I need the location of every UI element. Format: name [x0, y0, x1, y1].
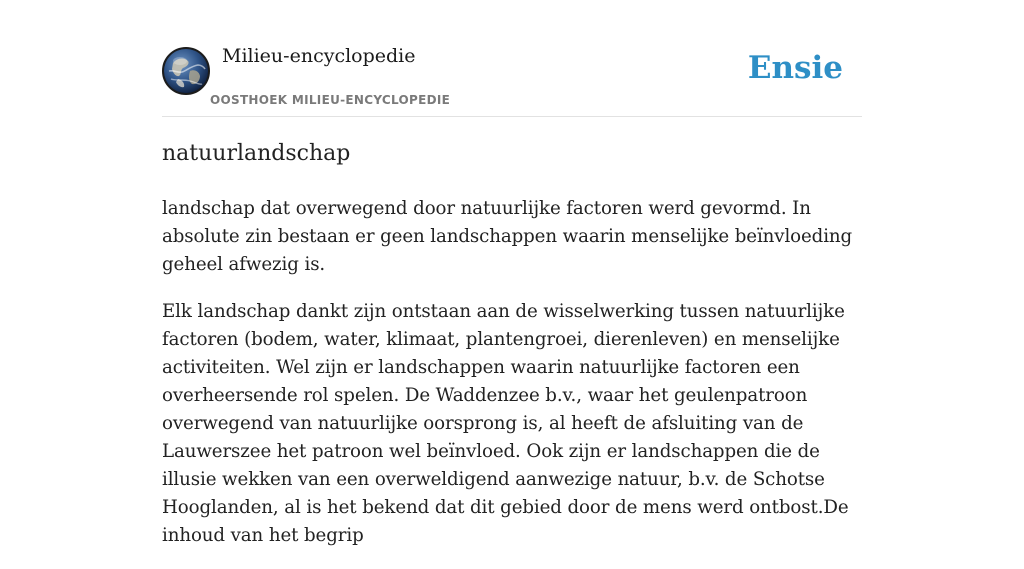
- article: [162, 138, 864, 569]
- article-paragraph: Elk landschap dankt zijn ontstaan aan de wisselwerking tussen natuurlijke factoren (bodem, water, klimaat, plantengroei, dierenleven) en menselijke activiteiten. Wel zijn er landschappen waarin natuurlijke factoren een overheersende rol spelen. De Waddenzee b.v., waar het geulenpatroon overwegend van natuurlijke oorsprong is, al heeft de afsluiting van de Lauwerszee het patroon wel beïnvloed. Ook zijn er landschappen die de illusie wekken van een overweldigend aanwezige natuur, b.v. de Schotse Hooglanden, al is het bekend dat dit gebied door de mens werd ontbost.De inhoud van het begrip: [162, 301, 849, 546]
- site-name[interactable]: Milieu-encyclopedie: [222, 45, 416, 67]
- article-paragraph: landschap dat overwegend door natuurlijke factoren werd gevormd. In absolute zin bestaan er geen landschappen waarin menselijke beïnvloeding geheel afwezig is.: [162, 198, 853, 275]
- brand-logo[interactable]: Ensie: [747, 50, 843, 86]
- globe-earth-icon[interactable]: [162, 47, 210, 95]
- article-title: natuurlandschap: [162, 141, 351, 166]
- site-header: [162, 0, 862, 117]
- site-subtitle[interactable]: OOSTHOEK MILIEU-ENCYCLOPEDIE: [210, 93, 451, 107]
